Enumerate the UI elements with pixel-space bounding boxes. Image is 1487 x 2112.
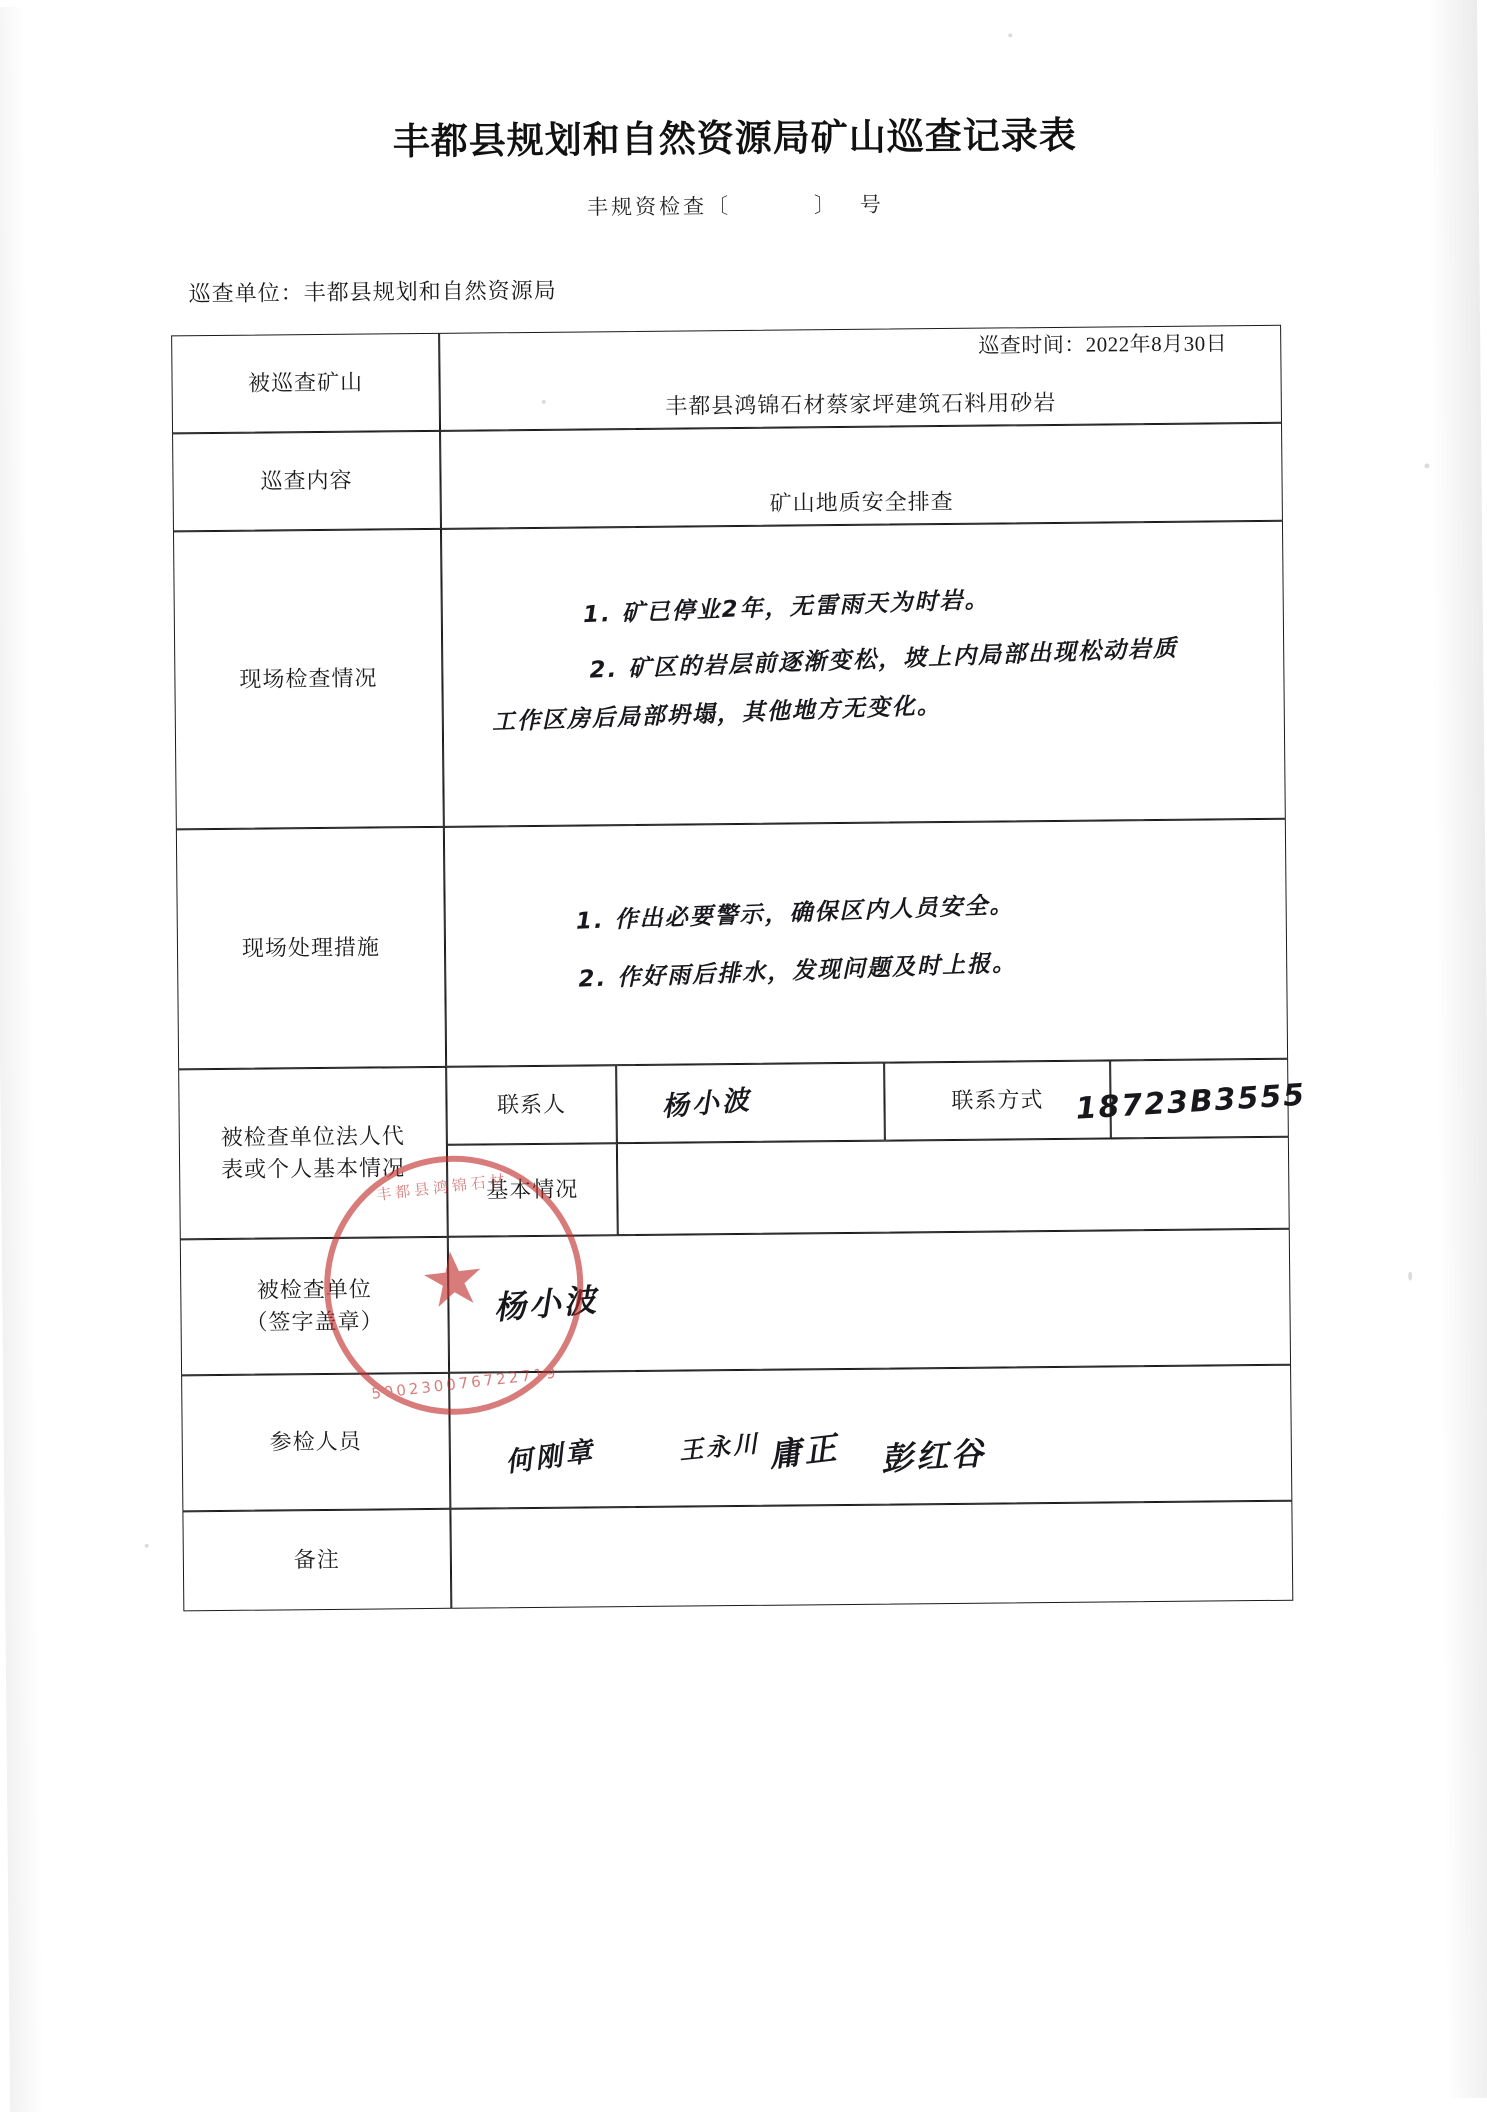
scan-speck <box>1424 463 1429 468</box>
row-value-site-measures <box>444 819 1288 1067</box>
bracket-open: 〔 <box>706 194 729 219</box>
row-label-inspected-mine: 被巡查矿山 <box>171 333 440 434</box>
basic-situation-value <box>617 1137 1290 1235</box>
inspection-unit-line <box>189 274 557 309</box>
star-icon: ★ <box>415 1235 491 1325</box>
bracket-close: 〕 <box>813 193 836 218</box>
handwritten-finding-3: 工作区房后局部坍塌，其他地方无变化。 <box>491 692 943 736</box>
contact-method-value <box>1074 1059 1308 1139</box>
handwritten-inspector-4: 彭红谷 <box>879 1433 988 1479</box>
handwritten-inspector-1: 何刚章 <box>503 1436 597 1479</box>
contact-person-label: 联系人 <box>446 1065 617 1145</box>
inspection-time-label: 巡查时间： <box>978 332 1086 358</box>
row-label-inspected-unit-line2: （签字盖章） <box>245 1308 384 1335</box>
handwritten-inspector-3: 庸正 <box>767 1428 842 1475</box>
handwritten-phone-number: 18723B3555 <box>1074 1077 1308 1127</box>
inspection-record-table <box>171 325 1308 1676</box>
document-number-line <box>0 183 1479 227</box>
row-label-legal-rep-info-line2: 表或个人基本情况 <box>220 1155 406 1182</box>
page-title: 丰都县规划和自然资源局矿山巡查记录表 <box>392 112 1077 164</box>
seal-bottom-text: 500230076722719 <box>370 1363 560 1403</box>
handwritten-unit-signature: 杨小波 <box>492 1280 600 1327</box>
basic-situation-label: 基本情况 <box>447 1143 618 1237</box>
seal-top-text: 丰都县鸿锦石材 <box>375 1170 510 1204</box>
handwritten-measure-2: 2. 作好雨后排水，发现问题及时上报。 <box>577 950 1018 993</box>
inspection-unit-label: 巡查单位： <box>188 280 304 307</box>
scan-edge-shadow-right <box>1427 0 1487 2098</box>
handwritten-inspector-2: 王永川 <box>677 1429 762 1466</box>
handwritten-finding-2: 2. 矿区的岩层前逐渐变松，坡上内局部出现松动岩质 <box>589 635 1179 684</box>
document-number-prefix: 丰规资检查 <box>586 194 708 220</box>
row-label-legal-rep-info-line1: 被检查单位法人代 <box>220 1123 405 1151</box>
inspection-time-value: 2022年8月30日 <box>1085 331 1228 357</box>
row-value-participating-inspectors <box>449 1365 1292 1509</box>
scan-speck <box>145 1544 149 1548</box>
row-label-site-inspection-findings: 现场检查情况 <box>173 529 444 830</box>
row-label-participating-inspectors: 参检人员 <box>181 1373 450 1512</box>
handwritten-contact-person: 杨小波 <box>660 1084 753 1123</box>
row-label-inspection-content: 巡查内容 <box>172 431 441 532</box>
contact-person-value <box>616 1063 885 1144</box>
row-label-remarks: 备注 <box>182 1509 451 1612</box>
scan-speck <box>1008 33 1012 37</box>
row-value-inspected-mine: 丰都县鸿锦石材蔡家坪建筑石料用砂岩 <box>439 325 1282 431</box>
row-label-site-measures: 现场处理措施 <box>176 827 446 1070</box>
document-number-suffix: 号 <box>859 192 884 217</box>
row-value-site-inspection-findings <box>441 521 1286 827</box>
contact-method-label: 联系方式 <box>884 1060 1111 1140</box>
row-value-inspection-content: 矿山地质安全排查 <box>440 423 1283 529</box>
row-label-inspected-unit-line1: 被检查单位 <box>256 1276 372 1303</box>
row-value-remarks <box>450 1501 1293 1609</box>
handwritten-finding-1: 1. 矿已停业2年，无雷雨天为时岩。 <box>582 586 990 629</box>
handwritten-measure-1: 1. 作出必要警示，确保区内人员安全。 <box>575 892 1015 935</box>
scan-edge-shadow-left <box>0 7 44 2112</box>
scan-speck <box>1408 1272 1412 1281</box>
inspection-unit-value: 丰都县规划和自然资源局 <box>303 277 557 306</box>
